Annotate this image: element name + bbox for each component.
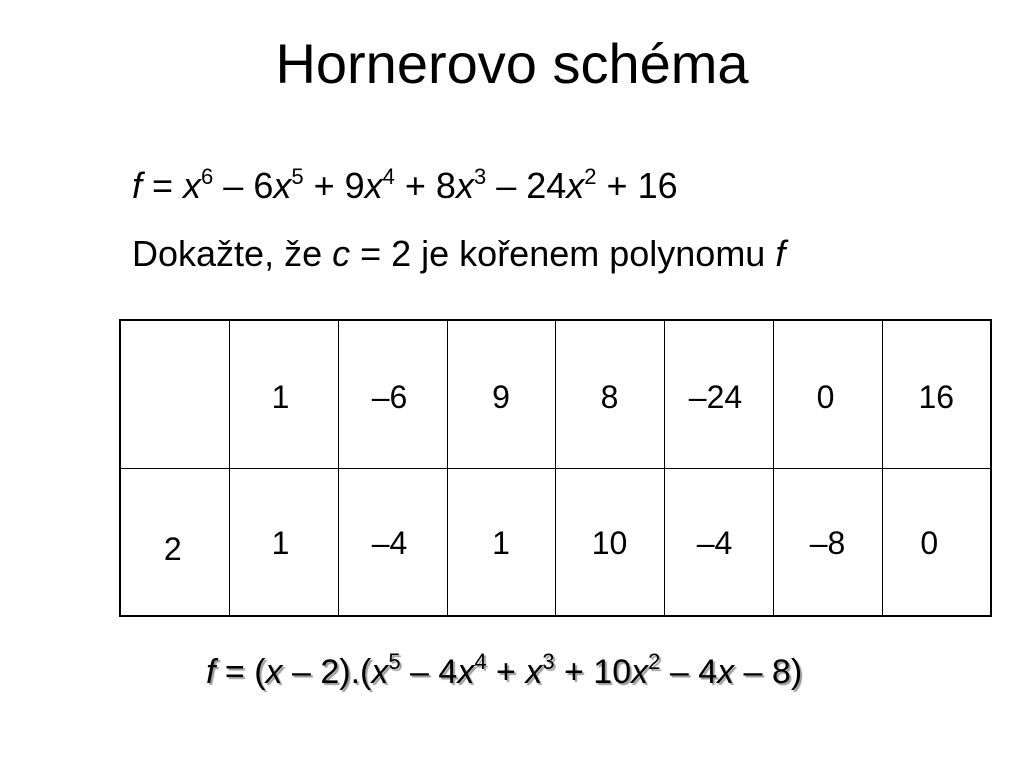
exponent-4: 4 <box>382 164 395 189</box>
x-variable: x <box>525 653 543 691</box>
result-cell <box>229 468 338 616</box>
x-variable: x <box>631 653 649 691</box>
empty-corner-cell <box>120 320 229 468</box>
coefficient-value: 8 <box>600 379 619 415</box>
result-part: – 4 <box>660 653 718 691</box>
c-symbol: c <box>332 233 351 274</box>
f-symbol: f <box>206 653 216 691</box>
results-row <box>120 468 991 616</box>
result-cell <box>773 468 882 616</box>
coefficient-value: –6 <box>371 379 408 415</box>
term-coefficient: – 6 <box>213 165 274 206</box>
horner-table <box>119 319 992 617</box>
polynomial-definition <box>132 164 678 208</box>
result-value: 10 <box>591 524 628 561</box>
exponent-5: 5 <box>388 649 401 674</box>
result-cell <box>338 468 447 616</box>
task-statement <box>132 232 785 276</box>
term-coefficient: – 24 <box>486 165 567 206</box>
exponent-3: 3 <box>473 164 487 189</box>
coefficient-cell <box>882 320 991 468</box>
coefficient-value: 9 <box>492 379 510 415</box>
exponent-6: 6 <box>201 164 214 189</box>
coefficient-value: –24 <box>688 379 743 415</box>
x-variable: x <box>717 653 735 691</box>
root-cell <box>120 468 229 616</box>
coefficient-cell <box>555 320 664 468</box>
x-variable: x <box>457 653 475 691</box>
coefficients-row <box>120 320 991 468</box>
exponent-2: 2 <box>648 649 661 674</box>
result-value: –8 <box>809 524 846 561</box>
x-variable: x <box>183 165 202 206</box>
coefficient-cell <box>773 320 882 468</box>
result-value: 0 <box>920 524 939 561</box>
result-part: – 8) <box>734 653 803 691</box>
term-coefficient: + 8 <box>394 165 456 206</box>
result-cell <box>555 468 664 616</box>
x-variable: x <box>566 165 585 206</box>
coefficient-value: 1 <box>271 379 290 415</box>
result-part: + 10 <box>554 653 632 691</box>
x-variable: x <box>273 165 292 206</box>
exponent-5: 5 <box>291 164 304 189</box>
constant-term: + 16 <box>596 165 678 206</box>
x-variable: x <box>265 653 283 691</box>
coefficient-cell <box>338 320 447 468</box>
result-cell <box>882 468 991 616</box>
coefficient-cell <box>229 320 338 468</box>
coefficient-value: 16 <box>918 379 955 415</box>
factorization-result <box>206 650 802 694</box>
equals-sign: = <box>142 165 184 206</box>
coefficient-cell <box>447 320 555 468</box>
result-cell <box>664 468 773 616</box>
result-value: 1 <box>492 524 510 561</box>
x-variable: x <box>364 165 383 206</box>
result-part: + <box>486 653 526 691</box>
result-value: –4 <box>371 524 408 561</box>
result-cell <box>447 468 555 616</box>
result-part: – 2).( <box>282 653 372 691</box>
result-value: 1 <box>271 524 290 561</box>
coefficient-cell <box>664 320 773 468</box>
task-text-start: Dokažte, že <box>132 233 333 274</box>
result-part: = ( <box>215 653 266 691</box>
coefficient-value: 0 <box>816 379 835 415</box>
f-symbol: f <box>132 165 143 206</box>
root-value: 2 <box>163 530 182 567</box>
term-coefficient: + 9 <box>303 165 365 206</box>
x-variable: x <box>371 653 389 691</box>
f-symbol: f <box>775 233 786 274</box>
result-value: –4 <box>696 524 733 561</box>
exponent-4: 4 <box>474 649 487 674</box>
task-text-middle: = 2 je kořenem polynomu <box>350 233 776 274</box>
slide-title: Hornerovo schéma <box>275 32 749 95</box>
x-variable: x <box>455 165 474 206</box>
exponent-3: 3 <box>542 649 555 674</box>
result-part: – 4 <box>400 653 458 691</box>
exponent-2: 2 <box>584 164 597 189</box>
